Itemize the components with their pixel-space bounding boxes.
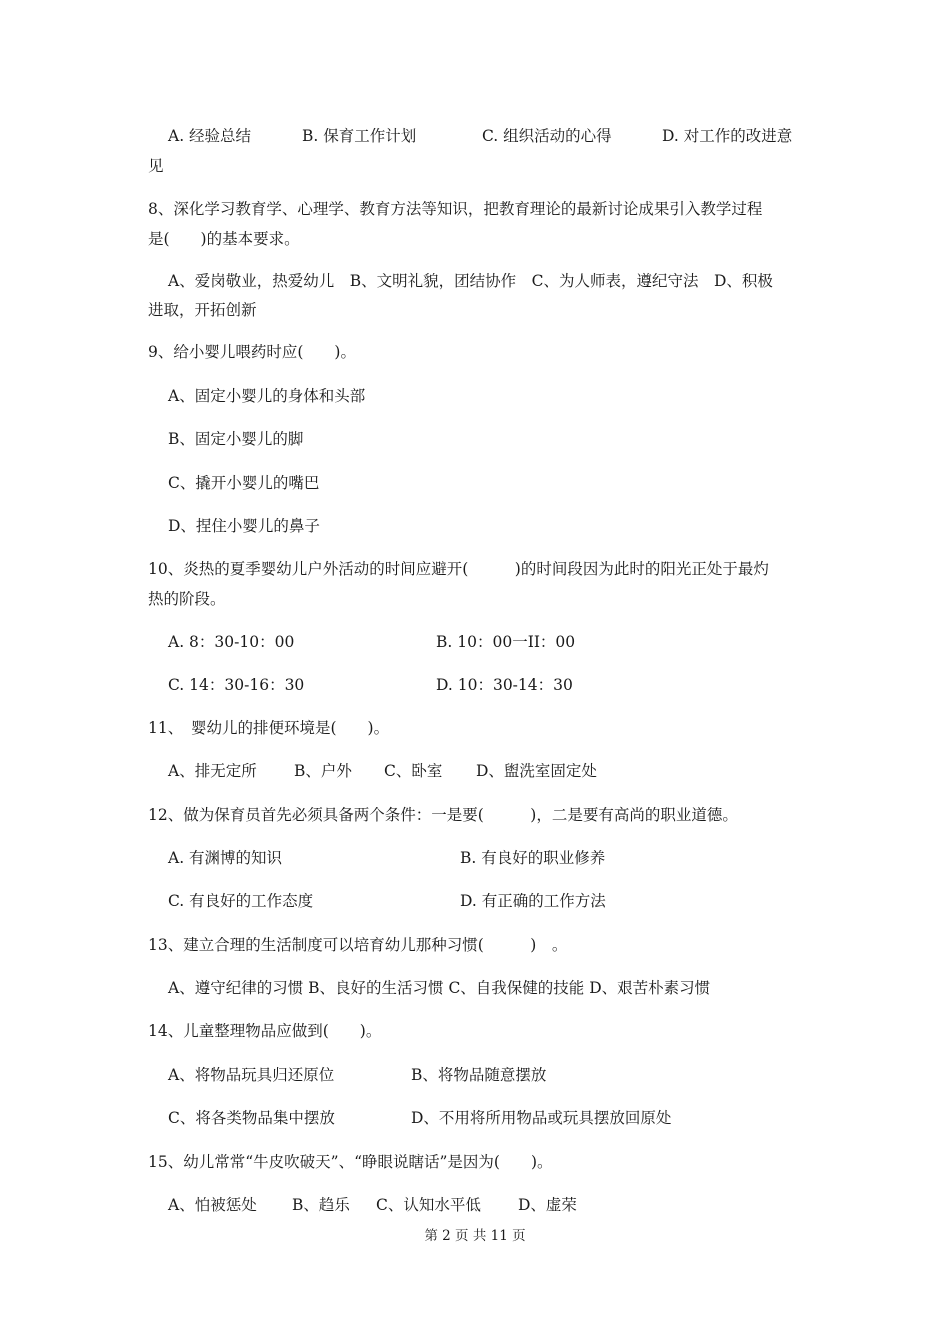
q11-stem: 11、 婴幼儿的排便环境是( )。 <box>148 719 390 737</box>
q10-options-row1 <box>168 627 833 657</box>
q9-option-d: D、捏住小婴儿的鼻子 <box>168 517 320 535</box>
q15-option-a: A、怕被惩处 <box>168 1196 257 1214</box>
q8-stem-line1: 8、深化学习教育学、心理学、教育方法等知识，把教育理论的最新讨论成果引入教学过程 <box>148 200 763 218</box>
q8-options-line1: A、爱岗敬业，热爱幼儿 B、文明礼貌，团结协作 C、为人师表，遵纪守法 D、积极 <box>168 272 773 290</box>
q10-stem-line2: 热的阶段。 <box>148 590 226 608</box>
q8-stem-line2: 是( )的基本要求。 <box>148 230 300 248</box>
q7-option-c: C. 组织活动的心得 <box>482 127 612 145</box>
q12-stem: 12、做为保育员首先必须具备两个条件：一是要( )，二是要有高尚的职业道德。 <box>148 806 738 824</box>
q9-option-b: B、固定小婴儿的脚 <box>168 430 304 448</box>
q15-option-b: B、趋乐 <box>292 1196 350 1214</box>
q11-option-c: C、卧室 <box>384 762 443 780</box>
q10-option-b: B. 10：00一II：00 <box>436 633 576 651</box>
q13-options-line: A、遵守纪律的习惯 B、良好的生活习惯 C、自我保健的技能 D、艰苦朴素习惯 <box>168 979 711 997</box>
q11-option-b: B、户外 <box>294 762 352 780</box>
q14-option-a: A、将物品玩具归还原位 <box>168 1066 335 1084</box>
q15-options-row <box>168 1190 833 1220</box>
q14-stem: 14、儿童整理物品应做到( )。 <box>148 1022 382 1040</box>
q10-option-d: D. 10：30-14：30 <box>436 676 573 694</box>
q8-options-line2: 进取，开拓创新 <box>148 301 257 319</box>
q7-option-a: A. 经验总结 <box>168 127 252 145</box>
q14-option-c: C、将各类物品集中摆放 <box>168 1109 335 1127</box>
q7-option-d: D. 对工作的改进意 <box>662 127 793 145</box>
q12-options-row1 <box>168 843 833 873</box>
q7-options-row <box>168 121 833 151</box>
q12-option-c: C. 有良好的工作态度 <box>168 892 314 910</box>
q9-option-c: C、撬开小婴儿的嘴巴 <box>168 474 320 492</box>
page-footer: 第 2 页 共 11 页 <box>424 1228 526 1244</box>
q15-option-c: C、认知水平低 <box>376 1196 481 1214</box>
q12-options-row2 <box>168 886 833 916</box>
q7-option-b: B. 保育工作计划 <box>302 127 417 145</box>
q9-stem: 9、给小婴儿喂药时应( )。 <box>148 343 356 361</box>
q10-option-a: A. 8：30-10：00 <box>168 633 295 651</box>
q15-stem: 15、幼儿常常“牛皮吹破天”、“睁眼说瞎话”是因为( )。 <box>148 1153 553 1171</box>
q12-option-b: B. 有良好的职业修养 <box>460 849 606 867</box>
q14-options-row1 <box>168 1060 833 1090</box>
q14-options-row2 <box>168 1103 833 1133</box>
q10-option-c: C. 14：30-16：30 <box>168 676 305 694</box>
q12-option-a: A. 有渊博的知识 <box>168 849 283 867</box>
q14-option-d: D、不用将所用物品或玩具摆放回原处 <box>411 1109 672 1127</box>
q11-options-row <box>168 756 833 786</box>
q7-option-d-tail: 见 <box>148 157 164 175</box>
q11-option-d: D、盥洗室固定处 <box>476 762 597 780</box>
q15-option-d: D、虚荣 <box>518 1196 577 1214</box>
q13-stem: 13、建立合理的生活制度可以培育幼儿那种习惯( ) 。 <box>148 936 568 954</box>
q9-option-a: A、固定小婴儿的身体和头部 <box>168 387 366 405</box>
q10-stem-line1: 10、炎热的夏季婴幼儿户外活动的时间应避开( )的时间段因为此时的阳光正处于最灼 <box>148 560 769 578</box>
q14-option-b: B、将物品随意摆放 <box>411 1066 547 1084</box>
q10-options-row2 <box>168 670 833 700</box>
q12-option-d: D. 有正确的工作方法 <box>460 892 606 910</box>
q11-option-a: A、排无定所 <box>168 762 257 780</box>
